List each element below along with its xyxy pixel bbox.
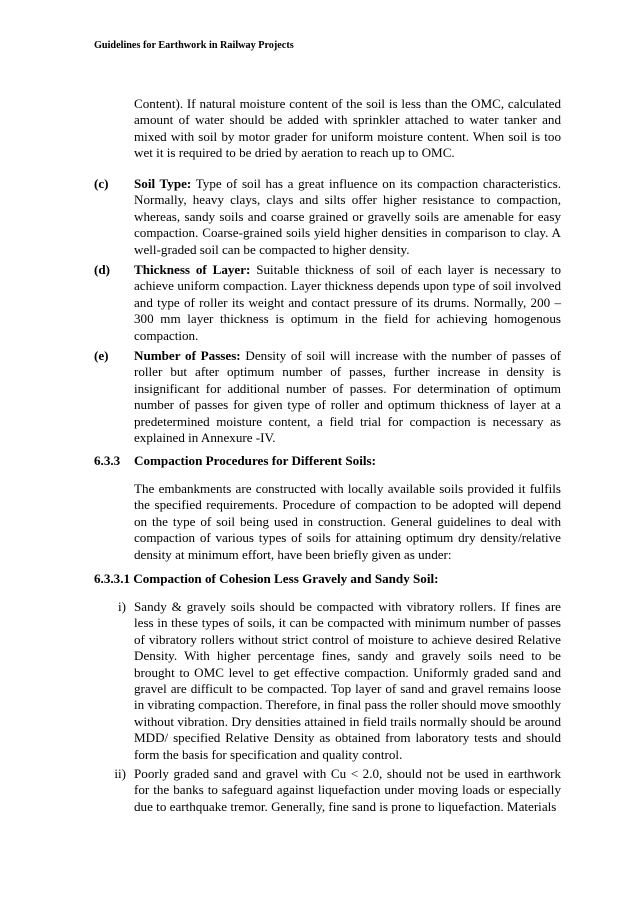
item-d-label: (d) bbox=[94, 262, 111, 277]
item-c-term: Soil Type: bbox=[134, 176, 192, 191]
section-6-3-3-1-number: 6.3.3.1 bbox=[94, 571, 131, 586]
section-6-3-3-1-heading bbox=[94, 571, 439, 587]
section-6-3-3-1-title: Compaction of Cohesion Less Gravely and Sandy Soil: bbox=[133, 571, 439, 586]
section-6-3-3-title: Compaction Procedures for Different Soils: bbox=[134, 453, 376, 468]
item-d-text bbox=[134, 262, 561, 344]
item-c-label: (c) bbox=[94, 176, 109, 191]
section-6-3-3-paragraph: The embankments are constructed with locally available soils provided it fulfils the specified requirements. Procedure of compaction to be adopted will depend on the type of soil being used in construction. General guidelines to deal with compaction of various types of soils for attaining optimum dry density/relative density at minimum effort, have been briefly given as under: bbox=[134, 481, 561, 562]
running-header: Guidelines for Earthwork in Railway Projects bbox=[94, 40, 294, 51]
list-item-i-marker: i) bbox=[118, 599, 126, 614]
item-e-body: Density of soil will increase with the number of passes of roller but after optimum number of passes, further increase in density is insignificant for additional number of passes. For determination of optimum number of passes for given type of roller and optimum thickness of layer at a predetermined moisture content, a field trial for compaction is necessary as explained in Annexure -IV. bbox=[134, 348, 561, 446]
list-item-i-text: Sandy & gravely soils should be compacted with vibratory rollers. If fines are less in these types of soils, it can be compacted with minimum number of passes of vibratory rollers without strict control of moisture to achieve desired Relative Density. With higher percentage fines, sandy and gravely soils need to be brought to OMC level to get effective compaction. Uniformly graded sand and gravel are difficult to be compacted. Top layer of sand and gravel remains loose in vibrating compaction. Therefore, in final pass the roller should move smoothly without vibration. Dry densities attained in field trails normally should be around MDD/ specified Relative Density as obtained from laboratory tests and should form the basis for specification and quality control. bbox=[134, 599, 561, 762]
item-d-term: Thickness of Layer: bbox=[134, 262, 251, 277]
item-e-text bbox=[134, 348, 561, 446]
item-d-body: Suitable thickness of soil of each layer is necessary to achieve uniform compaction. Layer thickness depends upon type of soil involved and type of roller its weight and contact pressure of its drums. Normally, 200 – 300 mm layer thickness is optimum in the field for achieving homogenous compaction. bbox=[134, 262, 561, 343]
item-c-text bbox=[134, 176, 561, 258]
item-c-body: Type of soil has a great influence on its compaction characteristics. Normally, heavy clays, clays and silts offer higher resistance to compaction, whereas, sandy soils and coarse grained or gravelly soils are amenable for easy compaction. Coarse-grained soils yield higher densities in comparison to clay. A well-graded soil can be compacted to higher density. bbox=[134, 176, 561, 257]
item-e-label: (e) bbox=[94, 348, 109, 363]
list-item-ii-text: Poorly graded sand and gravel with Cu < 2.0, should not be used in earthwork for the banks to safeguard against liquefaction under moving loads or especially due to earthquake tremor. Generally, fine sand is prone to liquefaction. Materials bbox=[134, 766, 561, 814]
list-item-ii-marker: ii) bbox=[114, 766, 126, 781]
continuation-paragraph: Content). If natural moisture content of the soil is less than the OMC, calculated amount of water should be added with sprinkler attached to water tanker and mixed with soil by motor grader for uniform moisture content. When soil is too wet it is required to be dried by aeration to reach up to OMC. bbox=[134, 96, 561, 161]
item-e-term: Number of Passes: bbox=[134, 348, 241, 363]
section-6-3-3-number: 6.3.3 bbox=[94, 453, 121, 468]
